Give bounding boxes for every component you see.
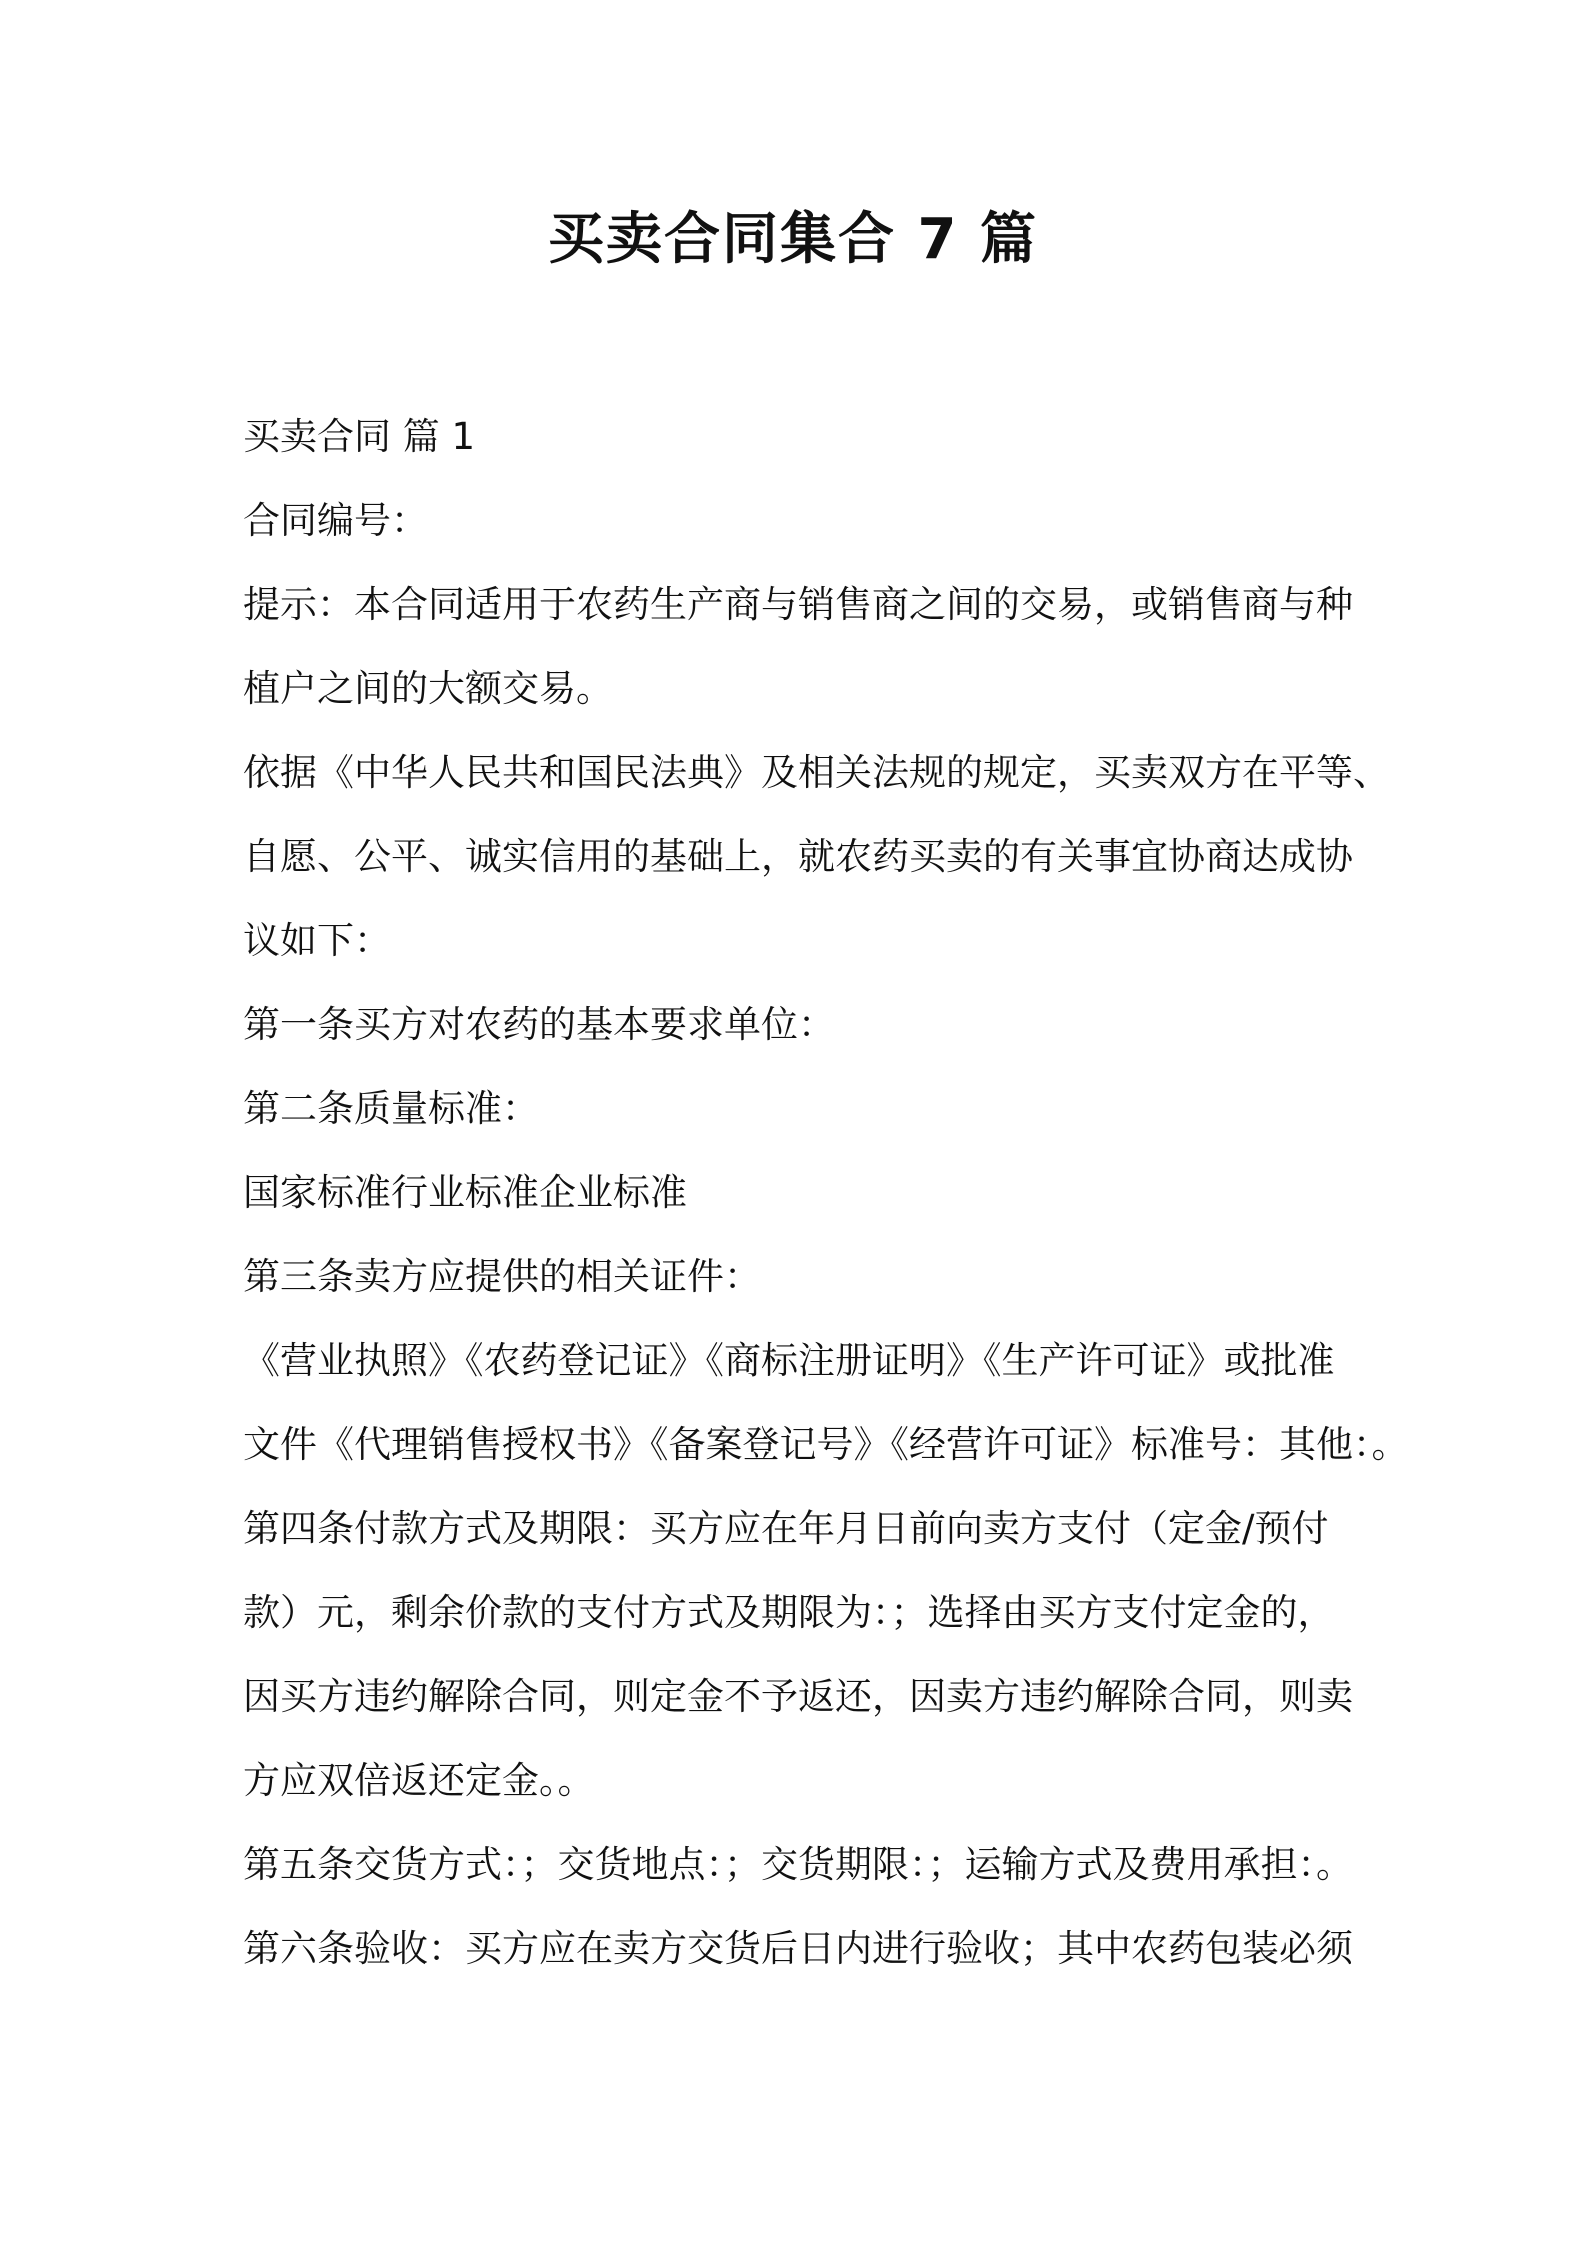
article-4-line-2: 款）元，剩余价款的支付方式及期限为：；选择由买方支付定金的， bbox=[243, 1591, 1335, 1634]
article-2-text: 第二条质量标准： bbox=[243, 1087, 539, 1130]
article-1-text: 第一条买方对农药的基本要求单位： bbox=[243, 1003, 835, 1046]
standards-line bbox=[243, 1151, 1363, 1235]
article-3 bbox=[243, 1235, 1363, 1319]
intro-line-2: 自愿、公平、诚实信用的基础上，就农药买卖的有关事宜协商达成协 bbox=[243, 835, 1353, 878]
intro-paragraph bbox=[243, 731, 1390, 983]
intro-line-3: 议如下： bbox=[243, 919, 391, 962]
article-5 bbox=[243, 1823, 1363, 1907]
article-4-line-1: 第四条付款方式及期限：买方应在年月日前向卖方支付（定金/预付 bbox=[243, 1507, 1329, 1550]
article-4 bbox=[243, 1487, 1363, 1823]
section-heading bbox=[243, 395, 1363, 479]
contract-number-text: 合同编号： bbox=[243, 499, 428, 542]
documents-list-line-1: 《营业执照》《农药登记证》《商标注册证明》《生产许可证》或批准 bbox=[243, 1339, 1335, 1382]
hint-line-1: 提示：本合同适用于农药生产商与销售商之间的交易，或销售商与种 bbox=[243, 583, 1353, 626]
article-4-line-4: 方应双倍返还定金。。 bbox=[243, 1759, 595, 1802]
section-heading-text: 买卖合同 篇 1 bbox=[243, 415, 476, 458]
article-3-text: 第三条卖方应提供的相关证件： bbox=[243, 1255, 761, 1298]
hint-paragraph bbox=[243, 563, 1363, 731]
document-title: 买卖合同集合 7 篇 bbox=[548, 207, 1038, 272]
article-6-text: 第六条验收：买方应在卖方交货后日内进行验收；其中农药包装必须 bbox=[243, 1927, 1353, 1970]
article-6 bbox=[243, 1907, 1363, 1991]
intro-line-1: 依据《中华人民共和国民法典》及相关法规的规定，买卖双方在平等、 bbox=[243, 751, 1390, 794]
article-4-line-3: 因买方违约解除合同，则定金不予返还，因卖方违约解除合同，则卖 bbox=[243, 1675, 1353, 1718]
documents-list bbox=[243, 1319, 1409, 1487]
standards-text: 国家标准行业标准企业标准 bbox=[243, 1171, 687, 1214]
article-5-text: 第五条交货方式：；交货地点：；交货期限：；运输方式及费用承担：。 bbox=[243, 1843, 1353, 1886]
article-2 bbox=[243, 1067, 1363, 1151]
article-1 bbox=[243, 983, 1363, 1067]
hint-line-2: 植户之间的大额交易。 bbox=[243, 667, 613, 710]
documents-list-line-2: 文件《代理销售授权书》《备案登记号》《经营许可证》标准号：其他：。 bbox=[243, 1423, 1409, 1466]
document-body bbox=[243, 395, 1409, 1991]
contract-number-label bbox=[243, 479, 1363, 563]
